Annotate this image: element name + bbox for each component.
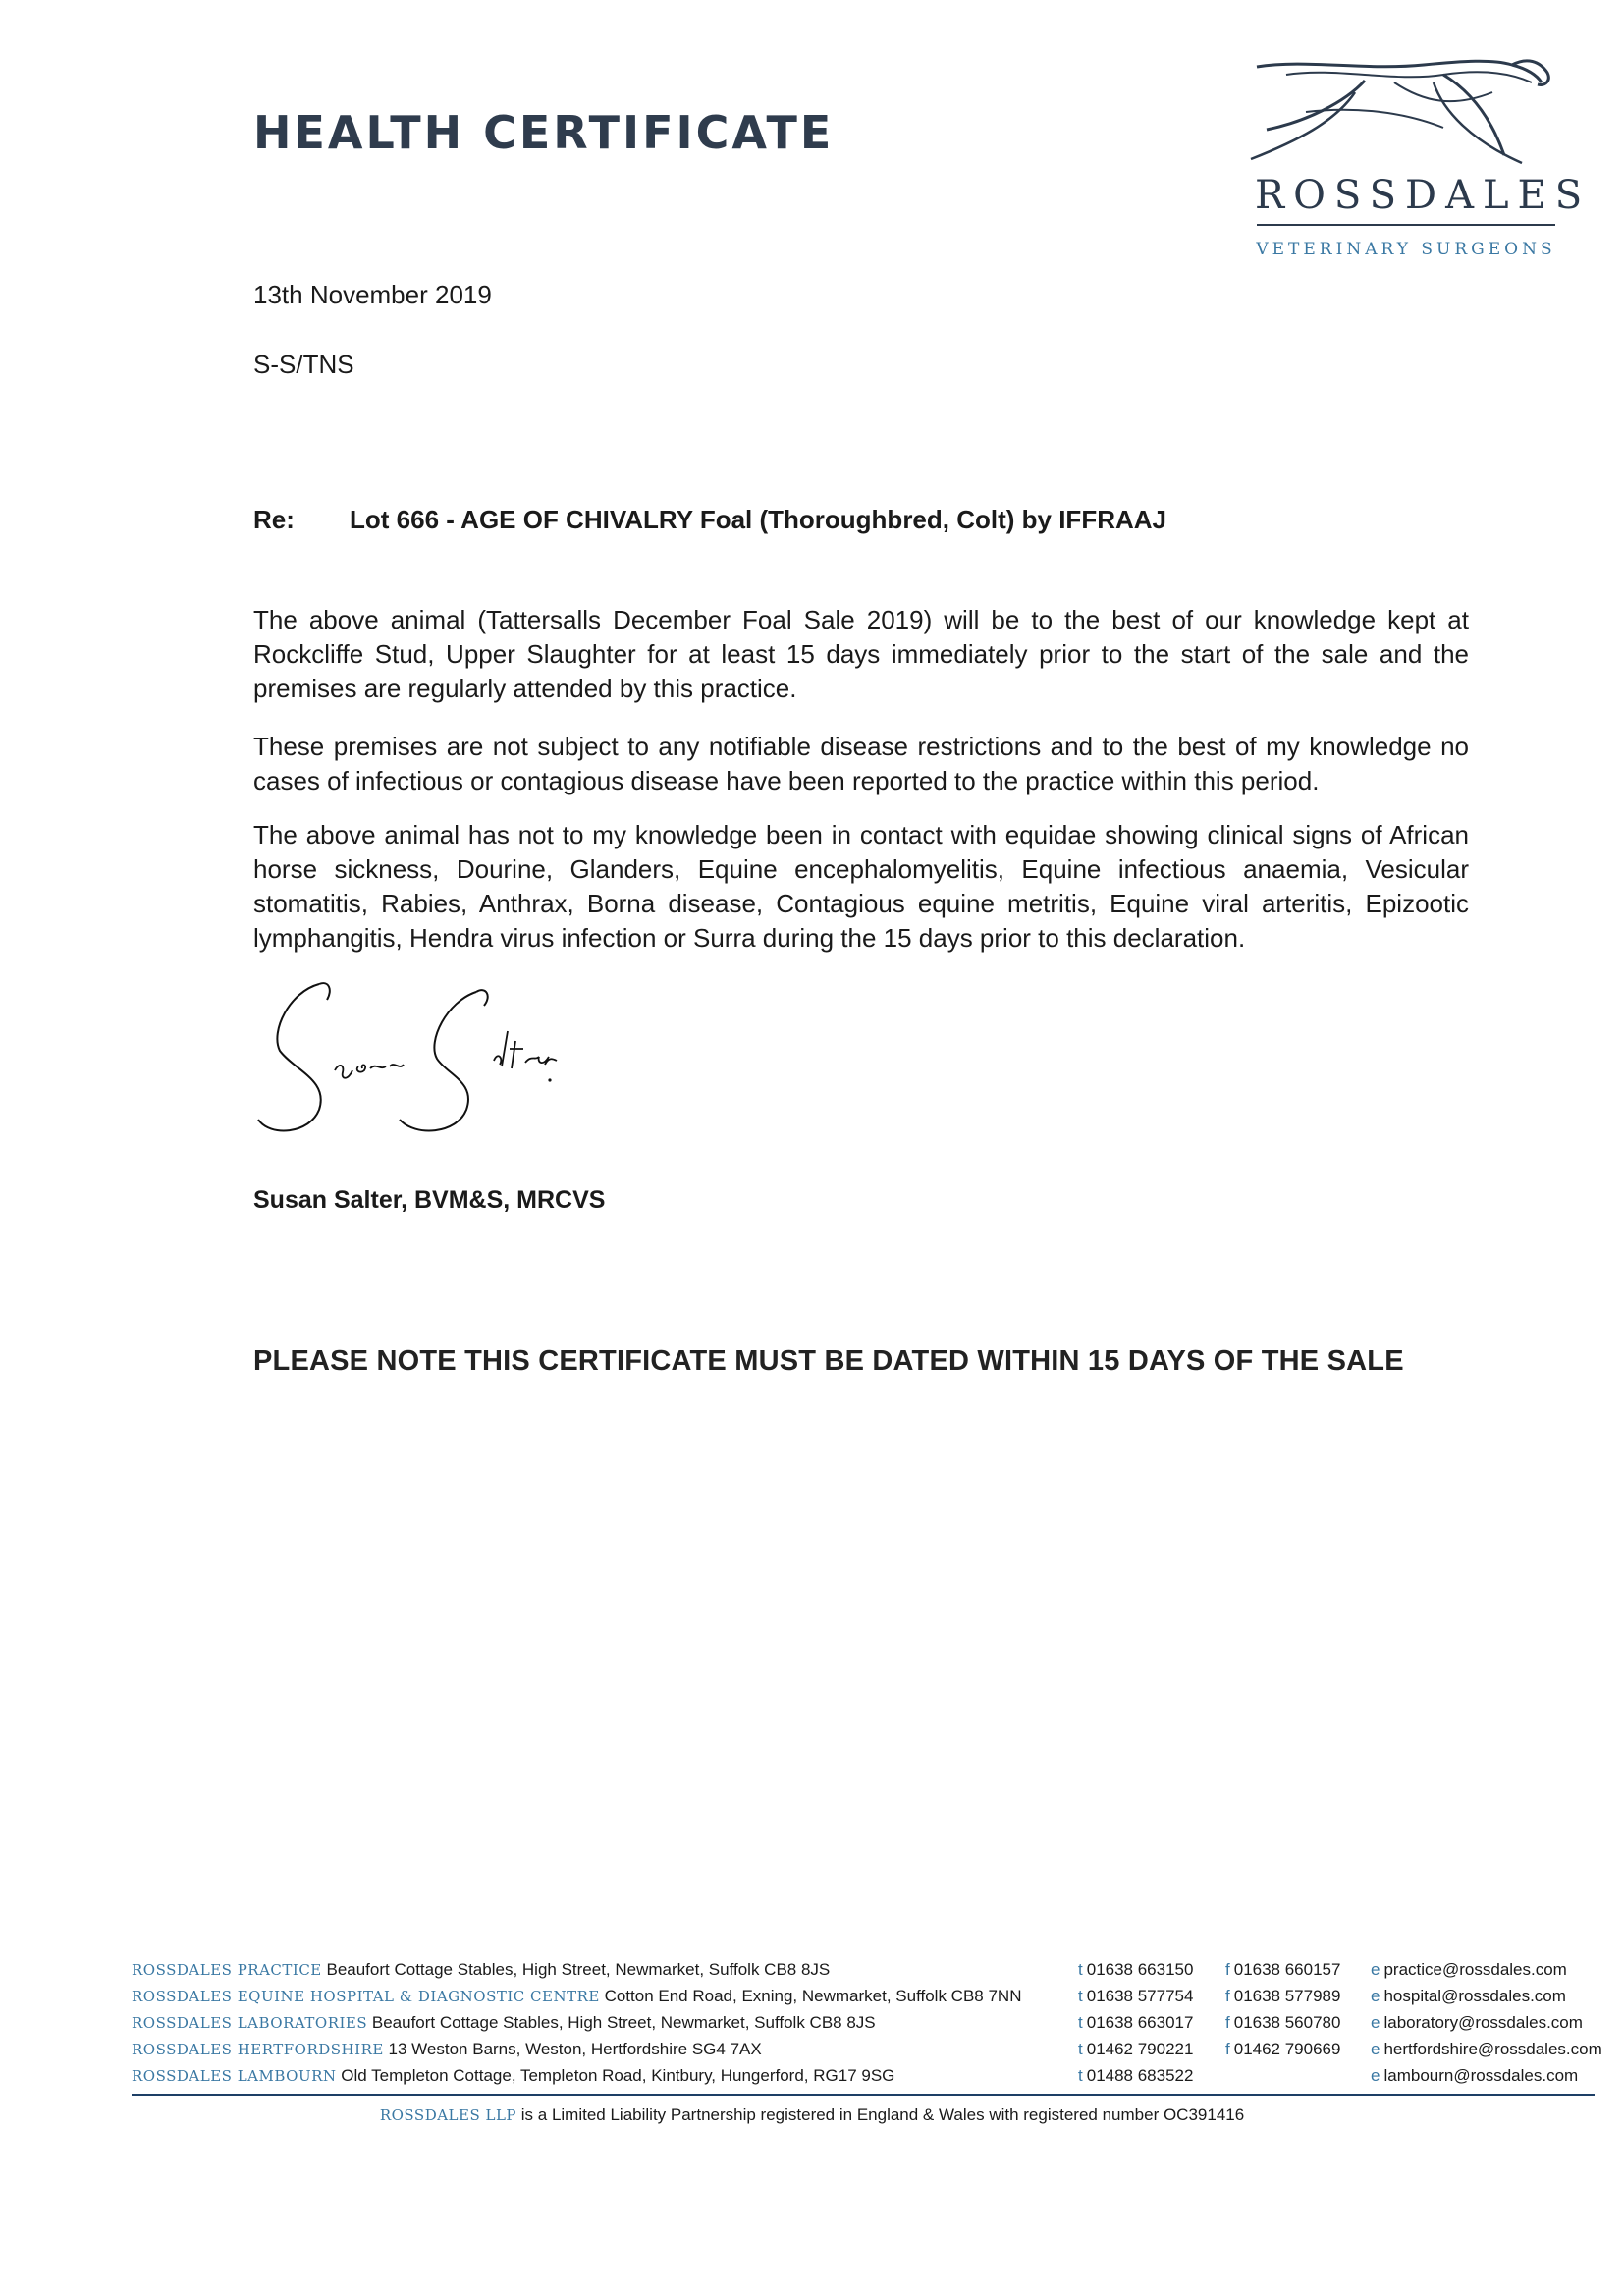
legal-text: is a Limited Liability Partnership registered in England & Wales with registered number OC391416 [520, 2105, 1245, 2124]
footer-row [132, 1960, 1567, 1986]
paragraph-diseases: The above animal has not to my knowledge been in contact with equidae showing clinical signs of African horse sickness, Dourine, Glanders, Equine encephalomyelitis, Equine infectious anaemia, Vesicular stomatitis, Rabies, Anthrax, Borna disease, Contagious equine metritis, Equine viral arteritis, Epizootic lymphangitis, Hendra virus infection or Surra during the 15 days prior to this declaration. [253, 820, 1469, 953]
signature [250, 972, 574, 1144]
reference-code: S-S/TNS [253, 350, 354, 379]
footer-tel: t 01488 683522 [1078, 2066, 1194, 2085]
footer-row [132, 2040, 1602, 2065]
footer-address: Beaufort Cottage Stables, High Street, Newmarket, Suffolk CB8 8JS [371, 2013, 876, 2032]
footer-rule [132, 2094, 1595, 2096]
footer-address: 13 Weston Barns, Weston, Hertfordshire SG4 7AX [388, 2040, 762, 2058]
footer-address: Beaufort Cottage Stables, High Street, Newmarket, Suffolk CB8 8JS [326, 1960, 831, 1979]
footer-tel: t 01462 790221 [1078, 2040, 1194, 2058]
footer-fax: f 01638 577989 [1225, 1987, 1341, 2005]
footer-fax: f 01638 660157 [1225, 1960, 1341, 1979]
logo-name: ROSSDALES [1255, 173, 1592, 218]
footer-org: ROSSDALES LABORATORIES [132, 2014, 368, 2032]
certificate-date: 13th November 2019 [253, 280, 492, 309]
footer-row [132, 2013, 1583, 2039]
footer-email: e hertfordshire@rossdales.com [1371, 2040, 1602, 2058]
rossdales-logo [1247, 53, 1592, 264]
footer-org: ROSSDALES LAMBOURN [132, 2067, 337, 2085]
legal-notice [0, 2105, 1624, 2125]
certificate-title: HEALTH CERTIFICATE [253, 106, 835, 159]
horse-icon [1247, 53, 1561, 171]
footer-email: e practice@rossdales.com [1371, 1960, 1567, 1979]
footer-tel: t 01638 663150 [1078, 1960, 1194, 1979]
lot-subject: Lot 666 - AGE OF CHIVALRY Foal (Thoroughbred, Colt) by IFFRAAJ [350, 505, 1166, 534]
re-label: Re: [253, 505, 295, 534]
footer-email: e lambourn@rossdales.com [1371, 2066, 1579, 2085]
paragraph-restrictions: These premises are not subject to any notifiable disease restrictions and to the best of my knowledge no cases of infectious or contagious disease have been reported to the practice within this period. [253, 732, 1469, 795]
footer-fax: f 01638 560780 [1225, 2013, 1341, 2032]
footer-tel: t 01638 577754 [1078, 1987, 1194, 2005]
footer-org: ROSSDALES EQUINE HOSPITAL & DIAGNOSTIC CENTRE [132, 1988, 600, 2005]
footer-email: e hospital@rossdales.com [1371, 1987, 1566, 2005]
dating-notice: PLEASE NOTE THIS CERTIFICATE MUST BE DATED WITHIN 15 DAYS OF THE SALE [253, 1345, 1404, 1377]
footer-address: Cotton End Road, Exning, Newmarket, Suffolk CB8 7NN [604, 1987, 1022, 2005]
logo-rule [1257, 224, 1555, 226]
footer-org: ROSSDALES PRACTICE [132, 1961, 322, 1979]
footer-email: e laboratory@rossdales.com [1371, 2013, 1583, 2032]
footer-tel: t 01638 663017 [1078, 2013, 1194, 2032]
paragraph-premises: The above animal (Tattersalls December Foal Sale 2019) will be to the best of our knowledge kept at Rockcliffe Stud, Upper Slaughter for at least 15 days immediately prior to the start of the sale and the premises are regularly attended by this practice. [253, 605, 1469, 703]
footer-row [132, 2066, 1579, 2092]
footer-org: ROSSDALES HERTFORDSHIRE [132, 2041, 384, 2058]
signer-name: Susan Salter, BVM&S, MRCVS [253, 1186, 606, 1214]
footer-address: Old Templeton Cottage, Templeton Road, Kintbury, Hungerford, RG17 9SG [341, 2066, 895, 2085]
legal-org: ROSSDALES LLP [379, 2106, 517, 2124]
logo-subtitle: VETERINARY SURGEONS [1256, 240, 1556, 259]
footer-row [132, 1987, 1566, 2012]
footer-fax: f 01462 790669 [1225, 2040, 1341, 2058]
